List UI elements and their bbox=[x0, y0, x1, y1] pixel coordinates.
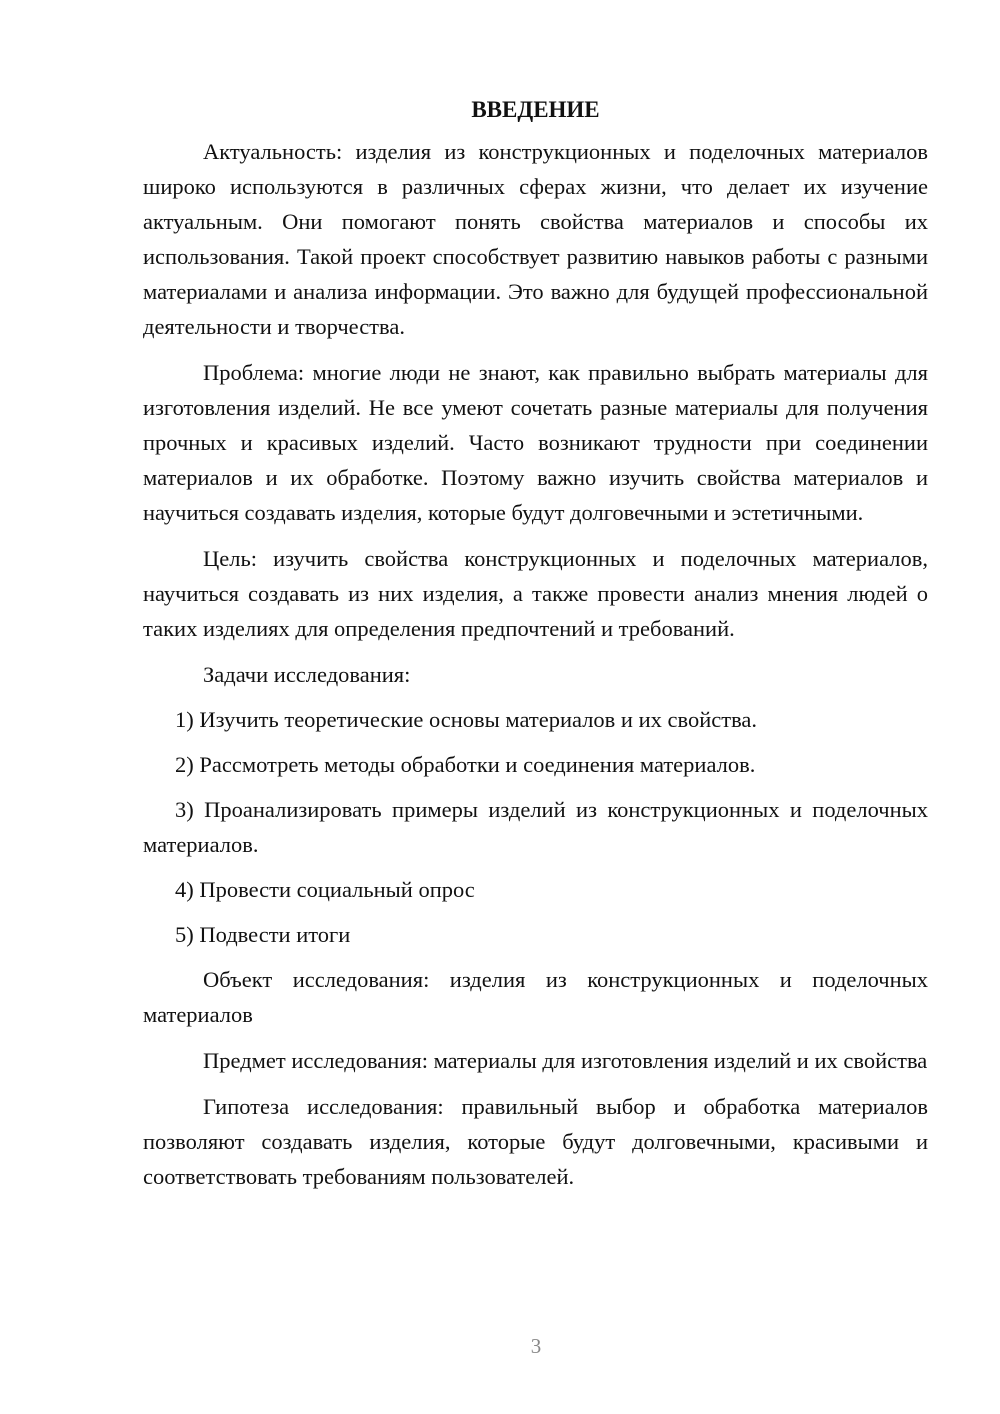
tasks-list bbox=[143, 702, 928, 952]
relevance-paragraph: Актуальность: изделия из конструкционных и поделочных материалов широко используются в различных сферах жизни, что делает их изучение актуальным. Они помогают понять свойства материалов и способы их использования. Такой проект способствует развитию навыков работы с разными материалами и анализа информации. Это важно для будущей профессиональной деятельности и творчества. bbox=[143, 139, 928, 339]
tasks-heading: Задачи исследования: bbox=[203, 662, 411, 687]
subject-paragraph: Предмет исследования: материалы для изготовления изделий и их свойства bbox=[203, 1048, 928, 1073]
object-paragraph: Объект исследования: изделия из конструкционных и поделочных материалов bbox=[143, 967, 928, 1027]
page-number: 3 bbox=[530, 1334, 542, 1358]
problem-paragraph: Проблема: многие люди не знают, как правильно выбрать материалы для изготовления изделий. Не все умеют сочетать разные материалы для получения прочных и красивых изделий. Часто возникают трудности при соединении материалов и их обработке. Поэтому важно изучить свойства материалов и научиться создавать изделия, которые будут долговечными и эстетичными. bbox=[143, 360, 928, 525]
task-item-3: 3) Проанализировать примеры изделий из конструкционных и поделочных материалов. bbox=[143, 797, 928, 857]
task-item-4: 4) Провести социальный опрос bbox=[175, 877, 475, 902]
task-item-5: 5) Подвести итоги bbox=[175, 922, 351, 947]
task-item-1: 1) Изучить теоретические основы материалов и их свойства. bbox=[175, 707, 758, 732]
page-title: ВВЕДЕНИЕ bbox=[471, 97, 600, 122]
task-item-2: 2) Рассмотреть методы обработки и соединения материалов. bbox=[175, 752, 756, 777]
document-page bbox=[143, 92, 928, 1205]
goal-paragraph: Цель: изучить свойства конструкционных и поделочных материалов, научиться создавать из них изделия, а также провести анализ мнения людей о таких изделиях для определения предпочтений и требований. bbox=[143, 546, 928, 641]
hypothesis-paragraph: Гипотеза исследования: правильный выбор и обработка материалов позволяют создавать изделия, которые будут долговечными, красивыми и соответствовать требованиям пользователей. bbox=[143, 1094, 928, 1189]
